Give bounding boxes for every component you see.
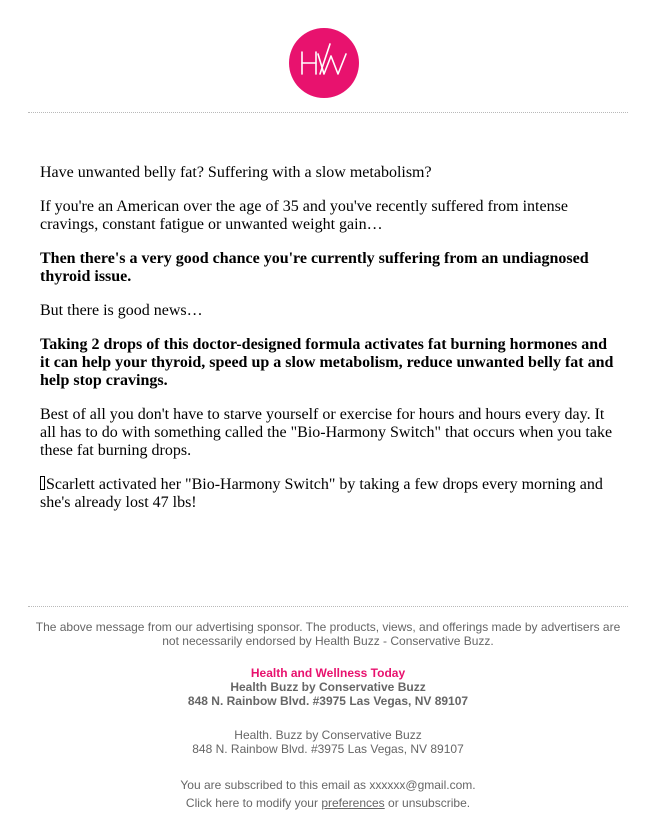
paragraph-good-news: But there is good news…	[40, 302, 203, 319]
brand-address: 848 N. Rainbow Blvd. #3975 Las Vegas, NV 89107	[187, 694, 469, 708]
email-body	[40, 164, 620, 528]
modify-line	[28, 794, 628, 812]
bottom-divider	[28, 606, 628, 607]
modify-suffix: or unsubscribe.	[388, 796, 471, 810]
subscription-block	[28, 776, 628, 812]
top-divider	[28, 112, 628, 113]
brand-title: Health and Wellness Today	[250, 666, 406, 680]
logo-container	[0, 28, 648, 98]
brand-block	[28, 666, 628, 708]
paragraph-formula: Taking 2 drops of this doctor-designed formula activates fat burning hormones and it can help your thyroid, speed up a slow metabolism, reduce unwanted belly fat and help stop cravings.	[40, 336, 614, 389]
paragraph-age: If you're an American over the age of 35 and you've recently suffered from intense cravings, constant fatigue or unwanted weight gain…	[40, 198, 568, 233]
subscribed-notice: You are subscribed to this email as xxxxxx@gmail.com.	[180, 778, 476, 792]
modify-prefix: Click here to modify your	[185, 796, 318, 810]
paragraph-testimonial	[40, 476, 620, 512]
missing-glyph-icon	[40, 476, 45, 490]
testimonial-text: Scarlett activated her "Bio-Harmony Switch" by taking a few drops every morning and she's already lost 47 lbs!	[40, 476, 603, 511]
sponsor-disclaimer: The above message from our advertising sponsor. The products, views, and offerings made by advertisers are not necessarily endorsed by Health Buzz - Conservative Buzz.	[35, 620, 621, 648]
hw-logo[interactable]	[289, 28, 359, 98]
paragraph-bio-harmony: Best of all you don't have to starve yourself or exercise for hours and hours every day. It all has to do with something called the "Bio-Harmony Switch" that occurs when you take these fat burning drops.	[40, 406, 613, 459]
hw-logo-mark	[289, 28, 359, 98]
paragraph-thyroid: Then there's a very good chance you're currently suffering from an undiagnosed thyroid issue.	[40, 250, 589, 285]
paragraph-intro: Have unwanted belly fat? Suffering with a slow metabolism?	[40, 164, 432, 181]
company-address: 848 N. Rainbow Blvd. #3975 Las Vegas, NV 89107	[192, 742, 464, 756]
brand-company: Health Buzz by Conservative Buzz	[230, 680, 426, 694]
company-name: Health. Buzz by Conservative Buzz	[234, 728, 422, 742]
company-block	[28, 728, 628, 756]
preferences-link[interactable]: preferences	[321, 796, 385, 810]
